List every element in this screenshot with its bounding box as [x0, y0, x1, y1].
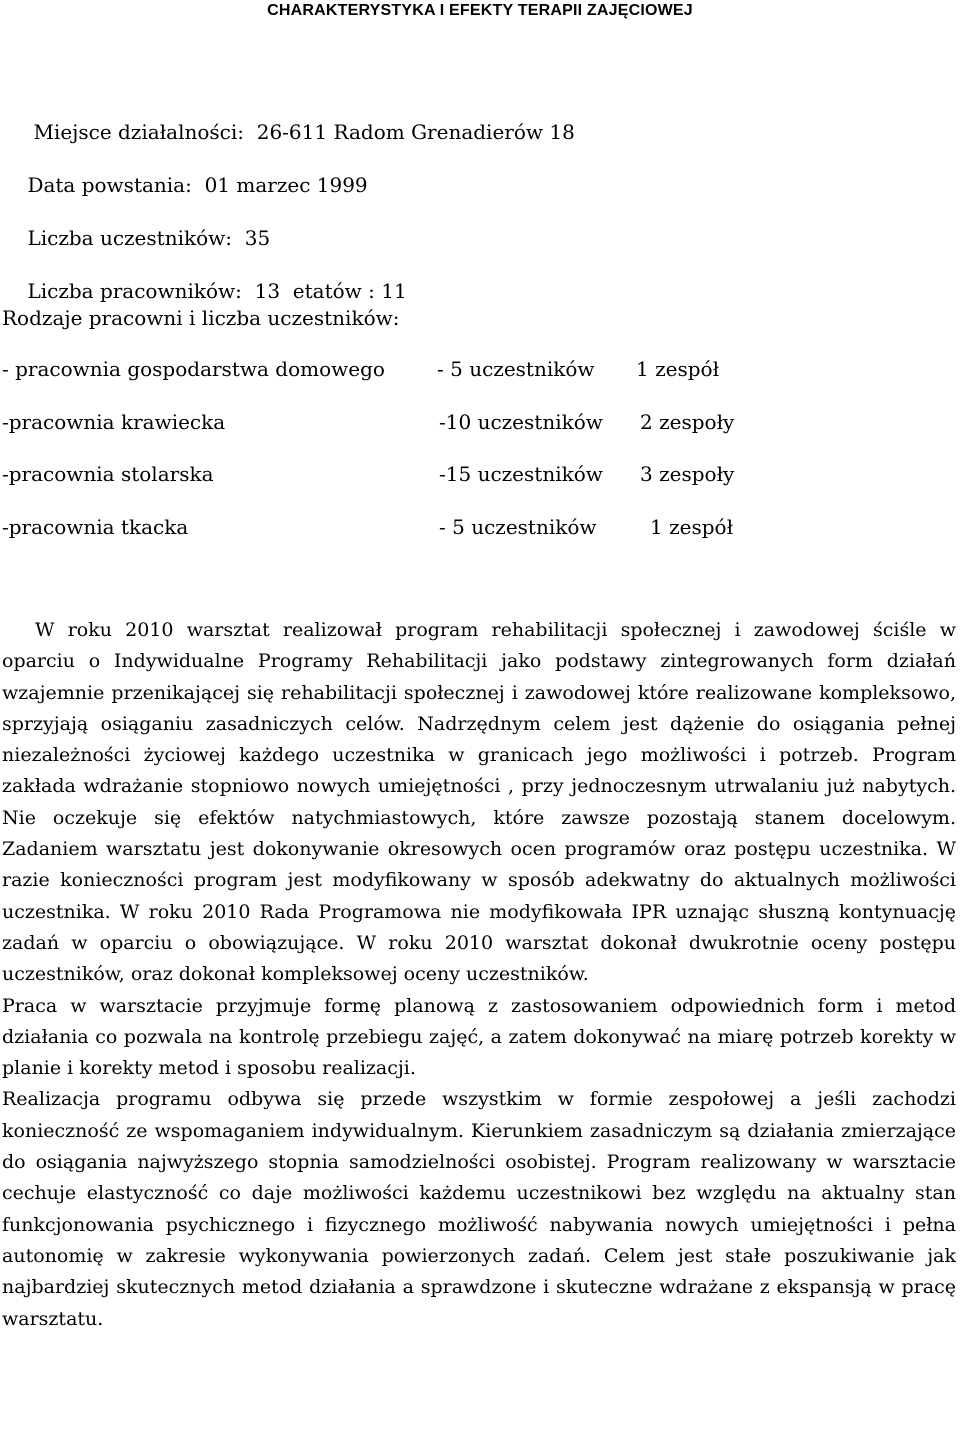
workshops-heading: Rodzaje pracowni i liczba uczestników: [2, 306, 400, 330]
workshop-teams: 3 zespoły [640, 462, 735, 486]
body-text [2, 615, 956, 1335]
workshop-teams: 2 zespoły [640, 410, 735, 434]
location-value: 26-611 Radom Grenadierów 18 [256, 120, 575, 144]
paragraph: Praca w warsztacie przyjmuje formę planową z zastosowaniem odpowiednich form i metod działania co pozwala na kontrolę przebiegu zajęć, a zatem dokonywać na miarę potrzeb korekty w planie i korekty metod i sposobu realizacji. [2, 994, 956, 1080]
workshop-teams: 1 zespół [650, 515, 734, 539]
workshop-name: - pracownia gospodarstwa domowego [2, 357, 385, 381]
location-label: Miejsce działalności: [33, 120, 244, 144]
paragraph: Realizacja programu odbywa się przede wszystkim w formie zespołowej a jeśli zachodzi konieczność ze wspomaganiem indywidualnym. Kierunkiem zasadniczym są działania zmierzające do osiągania najwyższego stopnia samodzielności osobistej. Program realizowany w warsztacie cechuje elastyczność co daje możliwości każdemu uczestnikowi bez względu na aktualny stan funkcjonowania psychicznego i fizycznego możliwość nabywania nowych umiejętności i pełna autonomię w zakresie wykonywania powierzonych zadań. Celem jest stałe poszukiwanie jak najbardziej skutecznych metod działania a sprawdzone i skuteczne wdrażane z ekspansją w pracę warsztatu. [2, 1088, 956, 1330]
participants-label: Liczba uczestników: [27, 226, 232, 250]
document-title: CHARAKTERYSTYKA I EFEKTY TERAPII ZAJĘCIOWEJ [267, 2, 693, 19]
workshop-name: -pracownia krawiecka [2, 410, 226, 434]
founded-value: 01 marzec 1999 [204, 173, 368, 197]
workshop-row [2, 409, 952, 435]
workshop-row [2, 356, 952, 382]
workshop-name: -pracownia tkacka [2, 515, 189, 539]
paragraph: W roku 2010 warsztat realizował program rehabilitacji społecznej i zawodowej ściśle w oparciu o Indywidualne Programy Rehabilitacji jako podstawy zintegrowanych form działań wzajemnie przenikającej się rehabilitacji społecznej i zawodowej które realizowane kompleksowo, sprzyjają osiąganiu zasadniczych celów. Nadrzędnym celem jest dążenie do osiągania pełnej niezależności życiowej każdego uczestnika w granicach jego możliwości i potrzeb. Program zakłada wdrażanie stopniowo nowych umiejętności , przy jednoczesnym utrwalaniu już nabytych. Nie oczekuje się efektów natychmiastowych, które zawsze pozostają stanem docelowym. Zadaniem warsztatu jest dokonywanie okresowych ocen programów oraz postępu uczestnika. W razie konieczności program jest modyfikowany w sposób adekwatny do aktualnych możliwości uczestnika. W roku 2010 Rada Programowa nie modyfikowała IPR uznając słuszną kontynuację zadań w oparciu o obowiązujące. W roku 2010 warsztat dokonał dwukrotnie oceny postępu uczestników, oraz dokonał kompleksowej oceny uczestników. [2, 619, 956, 986]
workshop-name: -pracownia stolarska [2, 462, 214, 486]
workshop-row [2, 461, 952, 487]
posts-label: etatów : 11 [292, 279, 407, 303]
workshop-participants: - 5 uczestników [439, 515, 597, 539]
participants-value: 35 [244, 226, 271, 250]
staff-value: 13 [254, 279, 281, 303]
workshop-participants: -15 uczestników [439, 462, 603, 486]
workshop-teams: 1 zespół [636, 357, 720, 381]
workshop-participants: - 5 uczestników [437, 357, 595, 381]
founded-label: Data powstania: [27, 173, 192, 197]
workshop-row [2, 514, 952, 540]
staff-label: Liczba pracowników: [27, 279, 242, 303]
workshop-participants: -10 uczestników [439, 410, 603, 434]
